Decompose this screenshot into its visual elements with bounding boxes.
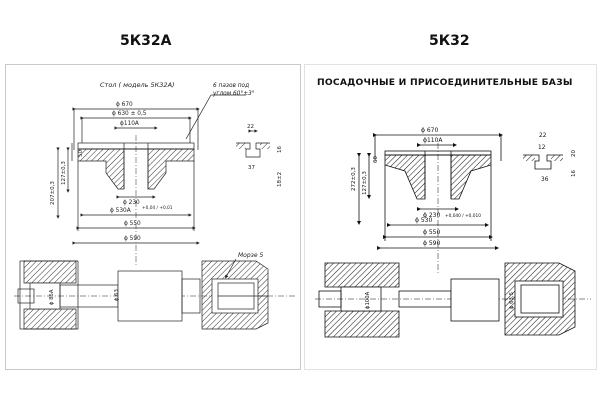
dim-arbor-right: ϕ 63,5	[509, 292, 515, 309]
t-slot-detail-right	[523, 133, 577, 183]
dim-d590: ϕ 590	[124, 236, 141, 242]
dim-slot22: 22	[247, 124, 254, 130]
dim-d630: ϕ 630 ± 0,5	[112, 111, 147, 117]
dim-d550: ϕ 550	[124, 221, 141, 227]
t-slot-detail-left	[236, 124, 283, 187]
dim-d530-r: ϕ 530	[415, 217, 433, 224]
dim-d530-tol: +0,04 / +0,01	[142, 206, 173, 211]
morse-label: Морзе 5	[238, 252, 264, 259]
dim-d230-r: ϕ 230	[423, 212, 441, 219]
slot-note-line2: углом 60°±3°	[213, 91, 255, 97]
dim-d110: ϕ110А	[120, 121, 139, 127]
dim-h60-r: 60	[373, 156, 379, 163]
drawing-panel-right	[304, 64, 597, 370]
dim-slot16-r: 16	[571, 170, 577, 177]
drawing-panel-left	[5, 64, 301, 370]
dim-slot22-r: 22	[539, 133, 547, 139]
dim-d670-r: ϕ 670	[421, 127, 439, 134]
dim-shaft-left: ϕ 85А	[49, 289, 55, 305]
dim-d230: ϕ 230	[123, 200, 140, 206]
dim-d590-r: ϕ 590	[423, 240, 441, 247]
drawing-5k32	[305, 65, 596, 369]
drawing-5k32a	[6, 65, 300, 369]
dim-slot36-r: 36	[541, 177, 549, 183]
model-heading-right: 5К32	[429, 33, 470, 49]
drawing-title-right: ПОСАДОЧНЫЕ И ПРИСОЕДИНИТЕЛЬНЫЕ БАЗЫ	[317, 77, 573, 88]
dim-h127: 127±0,3	[61, 161, 67, 185]
dim-slot37: 37	[248, 165, 255, 171]
dim-slot18: 18±2	[277, 171, 283, 187]
dim-d110-r: ϕ110А	[423, 137, 443, 144]
dim-d530-tol-r: +0,040 / +0,010	[445, 214, 481, 219]
dim-h50: 50	[78, 150, 84, 157]
spindle-assembly-right	[315, 263, 591, 337]
dim-h127-r: 127±0,3	[362, 171, 368, 195]
dim-arbor-left: ϕ 63	[114, 289, 120, 301]
spindle-assembly-left	[14, 261, 296, 329]
dim-d550-r: ϕ 550	[423, 229, 441, 236]
dim-d530: ϕ 530А	[110, 208, 131, 214]
dim-h207: 207±0,3	[50, 181, 56, 205]
table-caption: Стол ( модель 5К32А)	[100, 81, 175, 89]
dim-h272-r: 272±0,3	[351, 167, 357, 191]
dim-shaft-right: ϕ100А	[365, 291, 371, 309]
slot-note-line1: 6 пазов под	[213, 83, 250, 89]
dim-slot12-r: 12	[538, 145, 546, 151]
dim-slot16: 16	[277, 146, 283, 153]
dim-d670: ϕ 670	[116, 102, 133, 108]
model-heading-left: 5К32А	[120, 33, 172, 49]
dim-slot20-r: 20	[571, 150, 577, 157]
